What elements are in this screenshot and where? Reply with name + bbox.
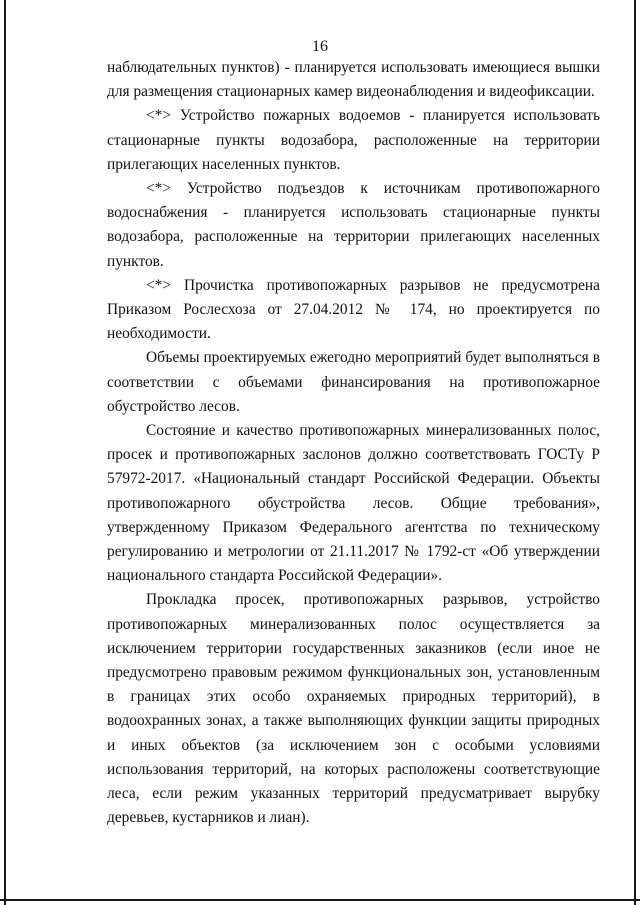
paragraph-continuation: наблюдательных пунктов) - планируется использовать имеющиеся вышки для размещения стационарных камер видеонаблюдения и видеофиксации. bbox=[107, 59, 600, 101]
scan-border-bottom bbox=[0, 899, 640, 901]
paragraph-firebreak-cleaning: <*> Прочистка противопожарных разрывов не предусмотрена Приказом Рослесхоза от 27.04.2012 № 174, но проектируется по необходимости. bbox=[107, 276, 600, 343]
document-body bbox=[107, 56, 600, 831]
paragraph-fire-ponds: <*> Устройство пожарных водоемов - планируется использовать стационарные пункты водозабора, расположенные на территории прилегающих населенных пунктов. bbox=[107, 107, 600, 173]
paragraph-annual-volumes: Объемы проектируемых ежегодно мероприятий будет выполняться в соответствии с объемами финансирования на противопожарное обустройство лесов. bbox=[107, 349, 600, 415]
paragraph-gost-standard: Состояние и качество противопожарных минерализованных полос, просек и противопожарных заслонов должно соответствовать ГОСТу Р 57972-2017. «Национальный стандарт Российской Федерации. Объекты противопожарного обустройства лесов. Общие требования», утвержденному Приказом Федерального агентства по техническому регулированию и метрологии от 21.11.2017 № 1792-ст «Об утверждении национального стандарта Российской Федерации». bbox=[107, 422, 600, 585]
page-number: 16 bbox=[312, 38, 328, 55]
paragraph-access-roads: <*> Устройство подъездов к источникам противопожарного водоснабжения - планируется использовать стационарные пункты водозабора, расположенные на территории прилегающих населенных пунктов. bbox=[107, 180, 600, 270]
paragraph-clearing-restrictions: Прокладка просек, противопожарных разрывов, устройство противопожарных минерализованных полос осуществляется за исключением территории государственных заказников (если иное не предусмотрено правовым режимом функциональных зон, установленным в границах этих особо охраняемых природных территорий), в водоохранных зонах, а также выполняющих функции защиты природных и иных объектов (за исключением зон с особыми условиями использования территорий, на которых расположены соответствующие леса, если режим указанных территорий предусматривает вырубку деревьев, кустарников и лиан). bbox=[107, 591, 600, 827]
scan-border-right bbox=[634, 0, 636, 905]
scan-border-left bbox=[4, 0, 6, 905]
